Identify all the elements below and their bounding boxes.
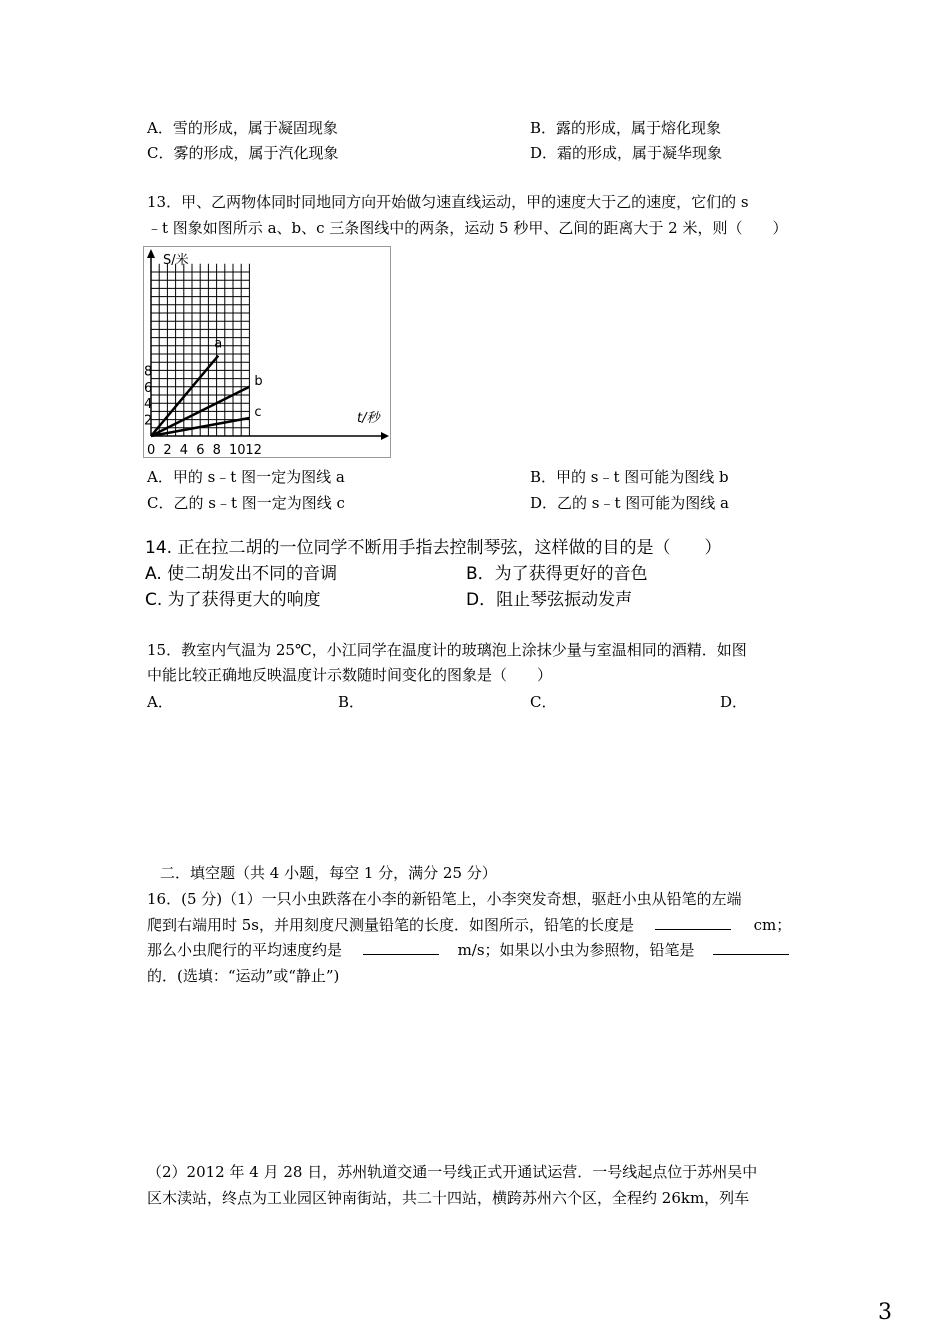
- q15-option-d: D．: [720, 693, 748, 711]
- q16-line1: 16．(5 分)（1）一只小虫跌落在小李的新铅笔上，小李突发奇想，驱赶小虫从铅笔的左端: [147, 890, 742, 908]
- q15-stem-line1: 15．教室内气温为 25℃，小江同学在温度计的玻璃泡上涂抹少量与室温相同的酒精．如图: [147, 641, 747, 659]
- q14-option-d: D．阻止琴弦振动发声: [466, 590, 633, 610]
- series-label-a: a: [214, 336, 223, 352]
- q13-stem-line1: 13．甲、乙两物体同时同地同方向开始做匀速直线运动，甲的速度大于乙的速度，它们的 s: [147, 193, 749, 211]
- y-tick-label: 2: [144, 413, 153, 429]
- q15-stem-line2: 中能比较正确地反映温度计示数随时间变化的图象是（ ）: [147, 666, 553, 684]
- x-tick-label: 12: [245, 443, 262, 458]
- x-tick-label: 10: [229, 443, 246, 458]
- q16-line4: 的．(选填：“运动”或“静止”): [147, 967, 340, 985]
- q16-part2-line2: 区木渎站，终点为工业园区钟南街站，共二十四站，横跨苏州六个区，全程约 26km，列车: [147, 1189, 750, 1207]
- q16-line3: [147, 940, 795, 960]
- x-tick-label: 4: [179, 443, 189, 458]
- q13-option-c: C．乙的 s﹣t 图一定为图线 c: [147, 494, 345, 512]
- x-tick-label: 6: [196, 443, 205, 458]
- section-heading: 二．填空题（共 4 小题，每空 1 分，满分 25 分）: [160, 864, 497, 882]
- q12-option-d: D．霜的形成，属于凝华现象: [530, 144, 723, 162]
- x-axis-label: t/秒: [357, 411, 380, 426]
- q16-line3-text: 那么小虫爬行的平均速度约是: [147, 941, 343, 959]
- q16-line2-unit: cm；: [753, 916, 792, 934]
- answer-blank-length[interactable]: [655, 915, 731, 930]
- q16-line2: [147, 915, 791, 935]
- x-tick-label: 8: [212, 443, 221, 458]
- q15-option-b: B．: [338, 693, 365, 711]
- y-tick-label: 8: [144, 364, 153, 380]
- q12-option-b: B．露的形成，属于熔化现象: [530, 119, 722, 137]
- answer-blank-motion[interactable]: [713, 940, 789, 955]
- y-axis-label: S/米: [163, 253, 189, 268]
- q14-option-c: C. 为了获得更大的响度: [145, 590, 321, 610]
- q14-option-b: B．为了获得更好的音色: [466, 564, 648, 584]
- series-label-c: c: [254, 404, 262, 420]
- q13-option-d: D．乙的 s﹣t 图可能为图线 a: [530, 494, 730, 512]
- page-number: 3: [878, 1300, 892, 1325]
- q14-stem: 14. 正在拉二胡的一位同学不断用手指去控制琴弦，这样做的目的是（ ）: [145, 538, 722, 558]
- q13-option-b: B．甲的 s﹣t 图可能为图线 b: [530, 468, 729, 486]
- q15-option-a: A．: [147, 693, 173, 711]
- q12-option-a: A．雪的形成，属于凝固现象: [147, 119, 338, 137]
- q13-option-a: A．甲的 s﹣t 图一定为图线 a: [147, 468, 345, 486]
- answer-blank-speed[interactable]: [363, 940, 439, 955]
- series-label-b: b: [254, 373, 263, 389]
- y-tick-label: 6: [144, 380, 153, 396]
- q16-line3-text2: m/s；如果以小虫为参照物，铅笔是: [457, 941, 695, 959]
- graph-frame: [144, 247, 391, 458]
- x-tick-label: 2: [163, 443, 172, 458]
- q16-part2-line1: （2）2012 年 4 月 28 日，苏州轨道交通一号线正式开通试运营．一号线起点位于苏州吴中: [147, 1163, 758, 1181]
- x-tick-label: 0: [147, 443, 156, 458]
- y-tick-label: 4: [144, 397, 153, 413]
- q13-stem-line2: ﹣t 图象如图所示 a、b、c 三条图线中的两条，运动 5 秒甲、乙间的距离大于 2 米，则（ ）: [147, 219, 788, 237]
- q14-option-a: A. 使二胡发出不同的音调: [145, 564, 338, 584]
- q15-option-c: C．: [530, 693, 557, 711]
- st-graph: [143, 246, 391, 458]
- q12-option-c: C．雾的形成，属于汽化现象: [147, 144, 339, 162]
- q16-line2-text: 爬到右端用时 5s，并用刻度尺测量铅笔的长度．如图所示，铅笔的长度是: [147, 916, 635, 934]
